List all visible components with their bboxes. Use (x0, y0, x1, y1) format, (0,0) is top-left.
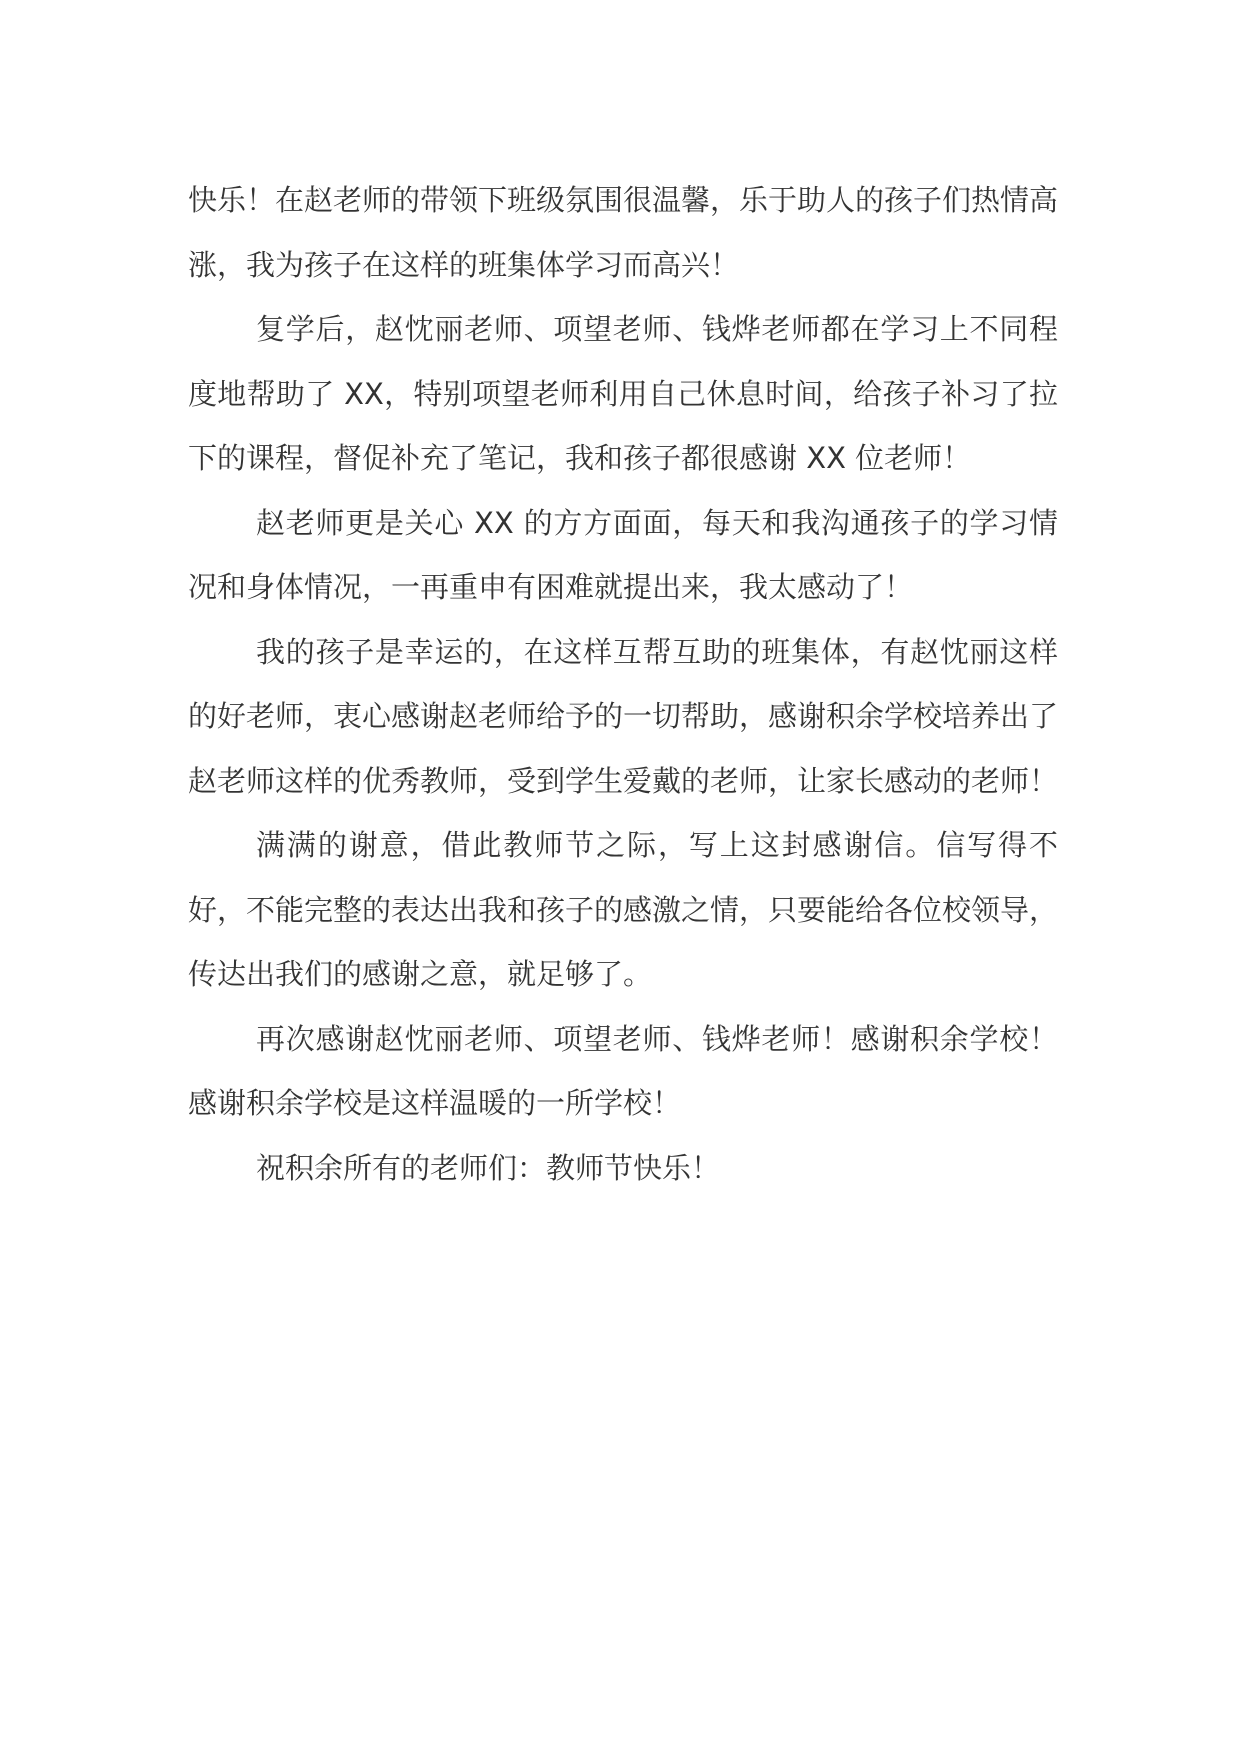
paragraph-3: 赵老师更是关心 XX 的方方面面，每天和我沟通孩子的学习情况和身体情况，一再重申有困难就提出来，我太感动了！ (188, 505, 1058, 604)
paragraph-4: 我的孩子是幸运的，在这样互帮互助的班集体，有赵忱丽这样的好老师，衷心感谢赵老师给予的一切帮助，感谢积余学校培养出了赵老师这样的优秀教师，受到学生爱戴的老师，让家长感动的老师！ (188, 634, 1059, 798)
paragraph-7: 祝积余所有的老师们：教师节快乐！ (256, 1150, 721, 1185)
paragraph-5: 满满的谢意，借此教师节之际，写上这封感谢信。信写得不好，不能完整的表达出我和孩子的感激之情，只要能给各位校领导，传达出我们的感谢之意，就足够了。 (188, 828, 1059, 991)
paragraph-6: 再次感谢赵忱丽老师、项望老师、钱烨老师！感谢积余学校！感谢积余学校是这样温暖的一所学校！ (188, 1021, 1058, 1120)
letter-body (188, 168, 1058, 1200)
paragraph-1: 快乐！在赵老师的带领下班级氛围很温馨，乐于助人的孩子们热情高涨，我为孩子在这样的班集体学习而高兴！ (188, 183, 1059, 282)
paragraph-2: 复学后，赵忱丽老师、项望老师、钱烨老师都在学习上不同程度地帮助了 XX，特别项望老师利用自己休息时间，给孩子补习了拉下的课程，督促补充了笔记，我和孩子都很感谢 XX 位老师！ (188, 312, 1058, 475)
